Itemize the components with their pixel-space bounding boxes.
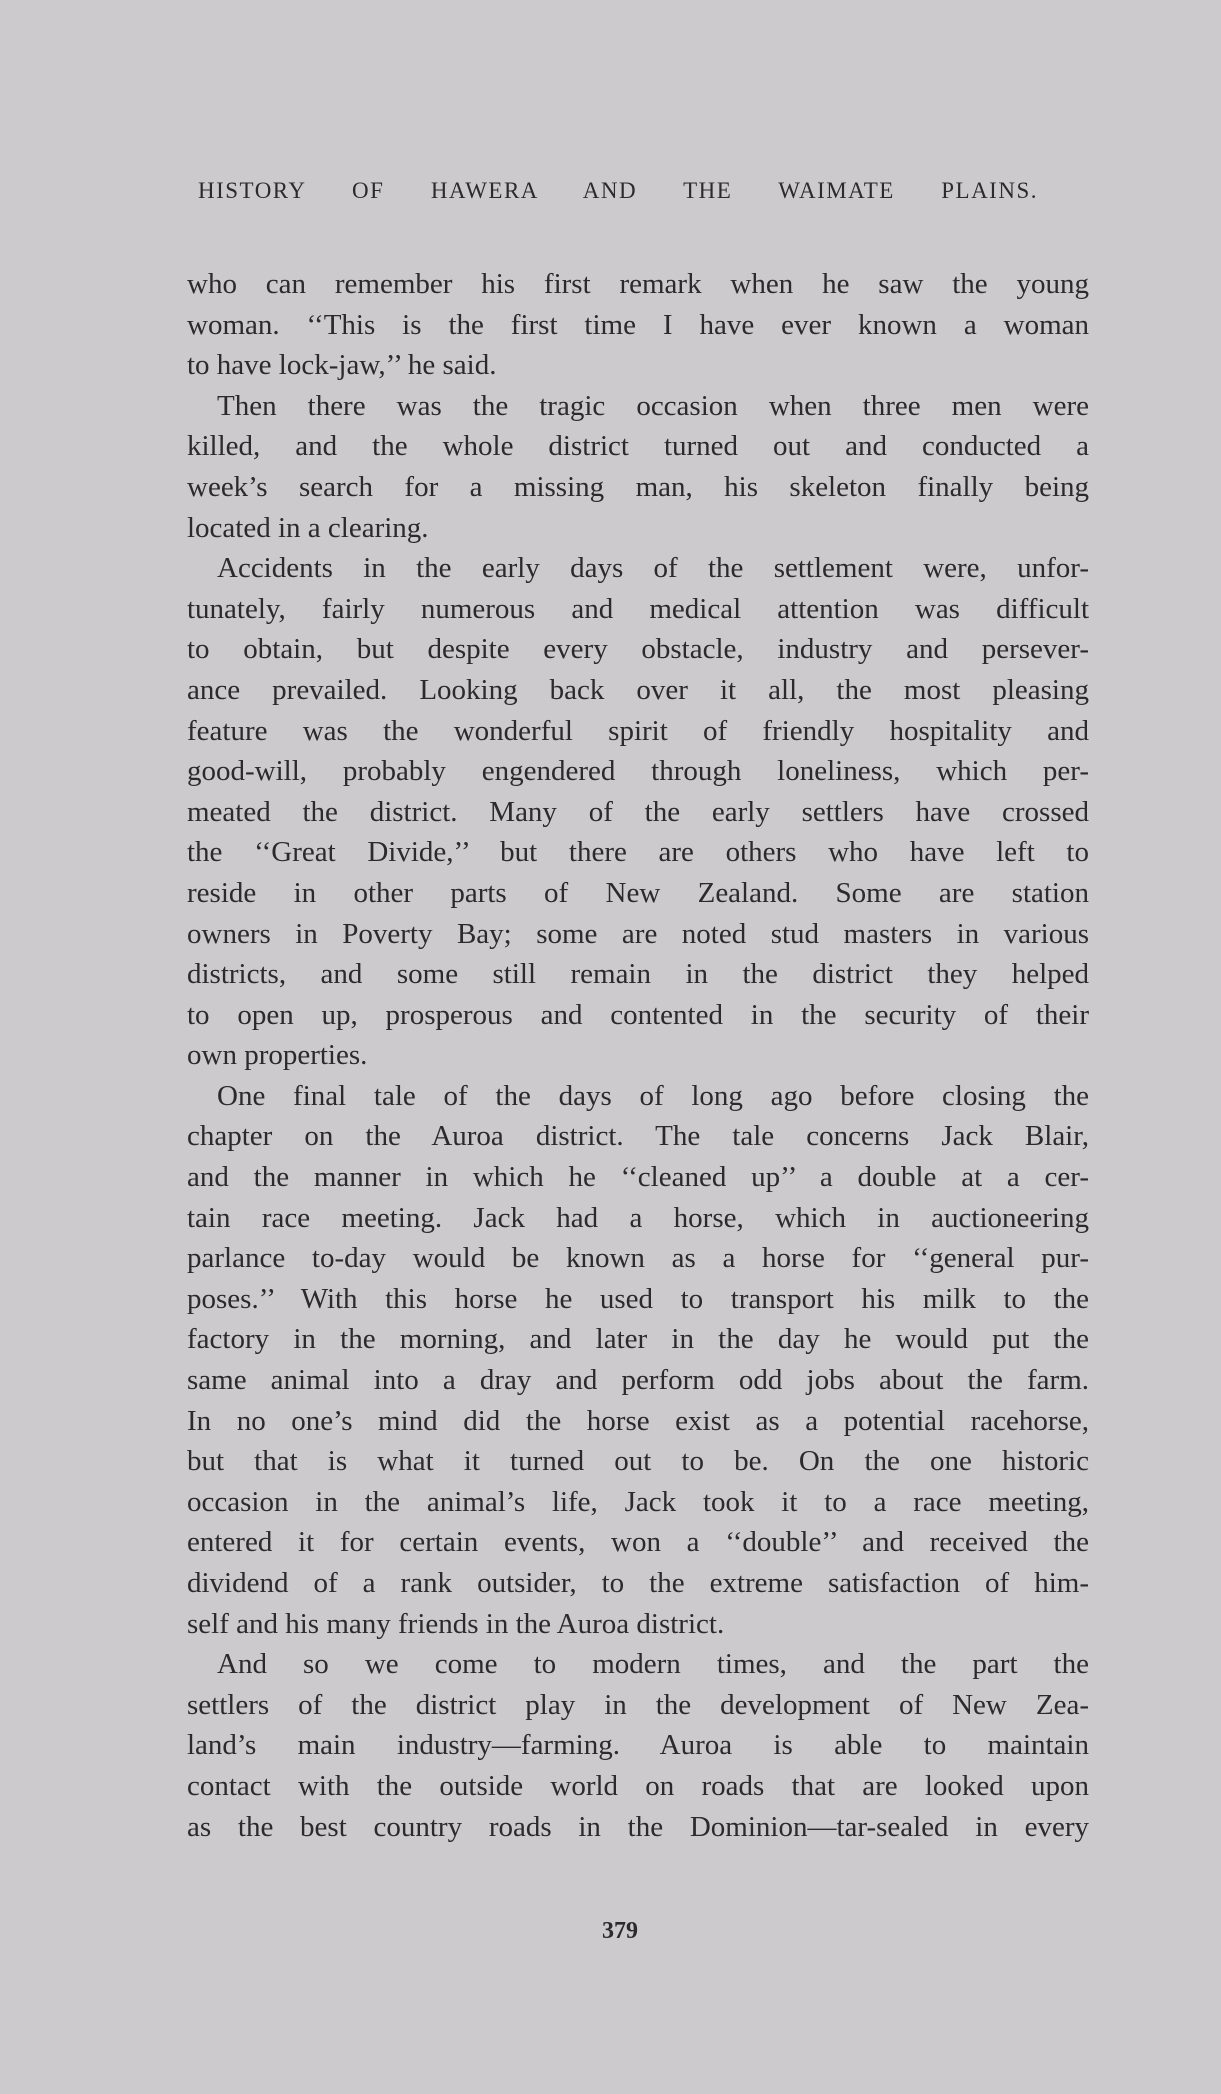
text-line: and the manner in which he ‘‘cleaned up’’ a double at a cer- xyxy=(187,1161,1089,1194)
text-line: factory in the morning, and later in the day he would put the xyxy=(187,1323,1089,1356)
text-line: who can remember his first remark when he saw the young xyxy=(187,268,1089,300)
paragraph xyxy=(187,264,1089,386)
text-line: And so we come to modern times, and the part the xyxy=(217,1648,1089,1681)
text-line: In no one’s mind did the horse exist as a potential racehorse, xyxy=(187,1404,1089,1437)
text-line: to open up, prosperous and contented in the security of their xyxy=(187,998,1089,1031)
text-line: settlers of the district play in the development of New Zea- xyxy=(187,1688,1089,1721)
text-line: woman. ‘‘This is the first time I have ever known a woman xyxy=(187,308,1089,341)
body-text xyxy=(187,264,1089,1847)
text-line: occasion in the animal’s life, Jack took it to a race meeting, xyxy=(187,1485,1089,1518)
text-line: poses.’’ With this horse he used to transport his milk to the xyxy=(187,1282,1089,1315)
text-line: same animal into a dray and perform odd jobs about the farm. xyxy=(187,1364,1089,1397)
text-line: ance prevailed. Looking back over it all, the most pleasing xyxy=(187,673,1089,706)
text-line: parlance to-day would be known as a horse for ‘‘general pur- xyxy=(187,1242,1089,1275)
paragraph xyxy=(187,1076,1089,1644)
text-line: located in a clearing. xyxy=(187,511,429,544)
text-line: tain race meeting. Jack had a horse, which in auctioneering xyxy=(187,1201,1089,1234)
page-number: 379 xyxy=(602,1918,638,1944)
text-line: One final tale of the days of long ago before closing the xyxy=(217,1079,1089,1112)
text-line: to obtain, but despite every obstacle, industry and persever- xyxy=(187,633,1089,666)
text-line: owners in Poverty Bay; some are noted stud masters in various xyxy=(187,917,1089,950)
text-line: reside in other parts of New Zealand. Some are station xyxy=(187,876,1089,909)
text-line: Then there was the tragic occasion when three men were xyxy=(217,389,1089,422)
text-line: land’s main industry—farming. Auroa is able to maintain xyxy=(187,1729,1089,1762)
paragraph xyxy=(187,386,1089,548)
text-line: killed, and the whole district turned out and conducted a xyxy=(187,430,1089,463)
text-line: contact with the outside world on roads that are looked upon xyxy=(187,1769,1089,1802)
paragraph xyxy=(187,548,1089,1076)
text-line: week’s search for a missing man, his skeleton finally being xyxy=(187,470,1089,503)
text-line: as the best country roads in the Dominion—tar-sealed in every xyxy=(187,1810,1089,1843)
running-header: HISTORY OF HAWERA AND THE WAIMATE PLAINS. xyxy=(198,178,1038,203)
text-line: dividend of a rank outsider, to the extreme satisfaction of him- xyxy=(187,1567,1089,1599)
text-line: good-will, probably engendered through loneliness, which per- xyxy=(187,755,1089,788)
text-line: to have lock-jaw,’’ he said. xyxy=(187,349,497,382)
text-line: own properties. xyxy=(187,1039,368,1072)
text-line: feature was the wonderful spirit of friendly hospitality and xyxy=(187,714,1089,747)
text-line: districts, and some still remain in the district they helped xyxy=(187,958,1089,991)
text-line: self and his many friends in the Auroa district. xyxy=(187,1607,725,1640)
text-line: tunately, fairly numerous and medical attention was difficult xyxy=(187,592,1089,625)
text-line: entered it for certain events, won a ‘‘double’’ and received the xyxy=(187,1526,1089,1559)
paragraph xyxy=(187,1644,1089,1847)
text-line: the ‘‘Great Divide,’’ but there are others who have left to xyxy=(187,836,1089,869)
text-line: meated the district. Many of the early settlers have crossed xyxy=(187,795,1089,828)
text-line: chapter on the Auroa district. The tale concerns Jack Blair, xyxy=(187,1120,1089,1153)
text-line: but that is what it turned out to be. On the one historic xyxy=(187,1445,1089,1478)
text-line: Accidents in the early days of the settlement were, unfor- xyxy=(217,552,1089,585)
